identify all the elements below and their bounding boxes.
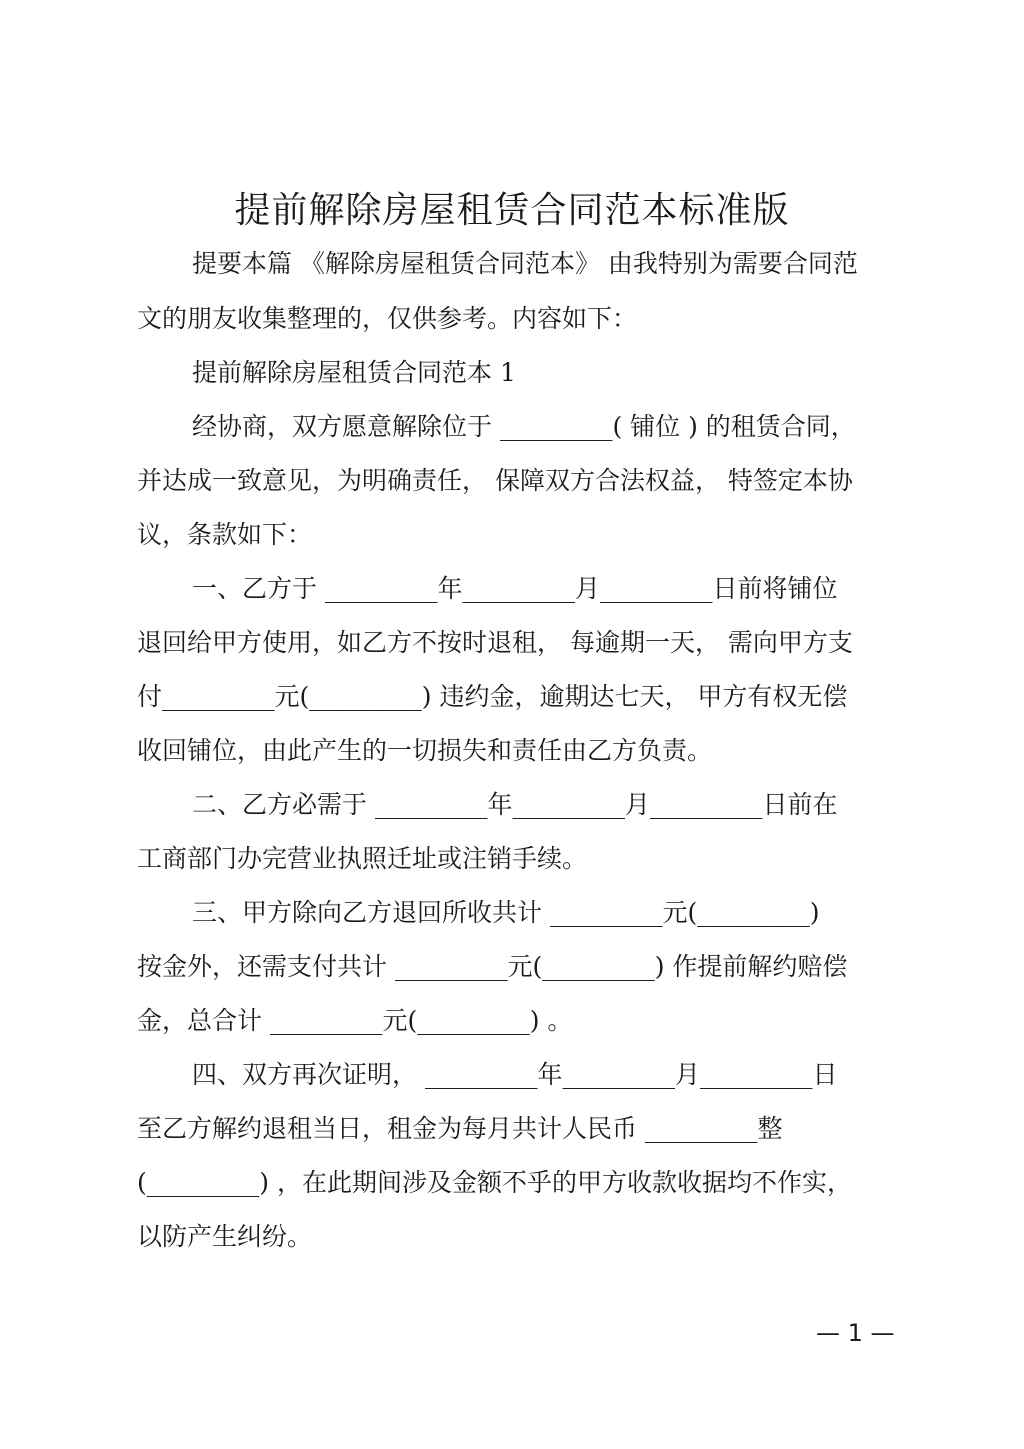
clause-line: 一、乙方于 _________年_________月_________日前将铺位 — [192, 574, 838, 603]
paragraph-line: 提要本篇 《解除房屋租赁合同范本》 由我特别为需要合同范 — [192, 249, 858, 278]
clause-line: 二、乙方必需于 _________年_________月_________日前在 — [192, 790, 838, 819]
clause-line: 三、甲方除向乙方退回所收共计 _________元(_________) — [192, 898, 820, 927]
paragraph-line: 经协商，双方愿意解除位于 _________( 铺位 ) 的租赁合同， — [192, 412, 856, 441]
clause-line: 工商部门办完营业执照迁址或注销手续。 — [137, 844, 588, 873]
clause-line: 四、双方再次证明， _________年_________月_________日 — [192, 1060, 838, 1089]
paragraph-line: 议，条款如下： — [137, 520, 313, 549]
clause-line: 按金外，还需支付共计 _________元(_________) 作提前解约赔偿 — [137, 952, 848, 981]
section-heading: 提前解除房屋租赁合同范本 1 — [192, 358, 516, 387]
clause-line: (_________) ，在此期间涉及金额不乎的甲方收款收据均不作实， — [137, 1168, 852, 1197]
clause-line: 金，总合计 _________元(_________) 。 — [137, 1006, 573, 1035]
paragraph-line: 文的朋友收集整理的，仅供参考。内容如下： — [137, 304, 638, 333]
clause-line: 至乙方解约退租当日，租金为每月共计人民币 _________整 — [137, 1114, 783, 1143]
clause-line: 收回铺位，由此产生的一切损失和责任由乙方负责。 — [137, 736, 713, 765]
document-title: 提前解除房屋租赁合同范本标准版 — [234, 190, 790, 231]
clause-line: 退回给甲方使用，如乙方不按时退租， 每逾期一天， 需向甲方支 — [137, 628, 853, 657]
paragraph-line: 并达成一致意见，为明确责任， 保障双方合法权益， 特签定本协 — [137, 466, 853, 495]
page-number: — 1 — — [816, 1319, 895, 1347]
clause-line: 以防产生纠纷。 — [137, 1222, 313, 1251]
clause-line: 付_________元(_________) 违约金，逾期达七天， 甲方有权无偿 — [137, 682, 848, 711]
